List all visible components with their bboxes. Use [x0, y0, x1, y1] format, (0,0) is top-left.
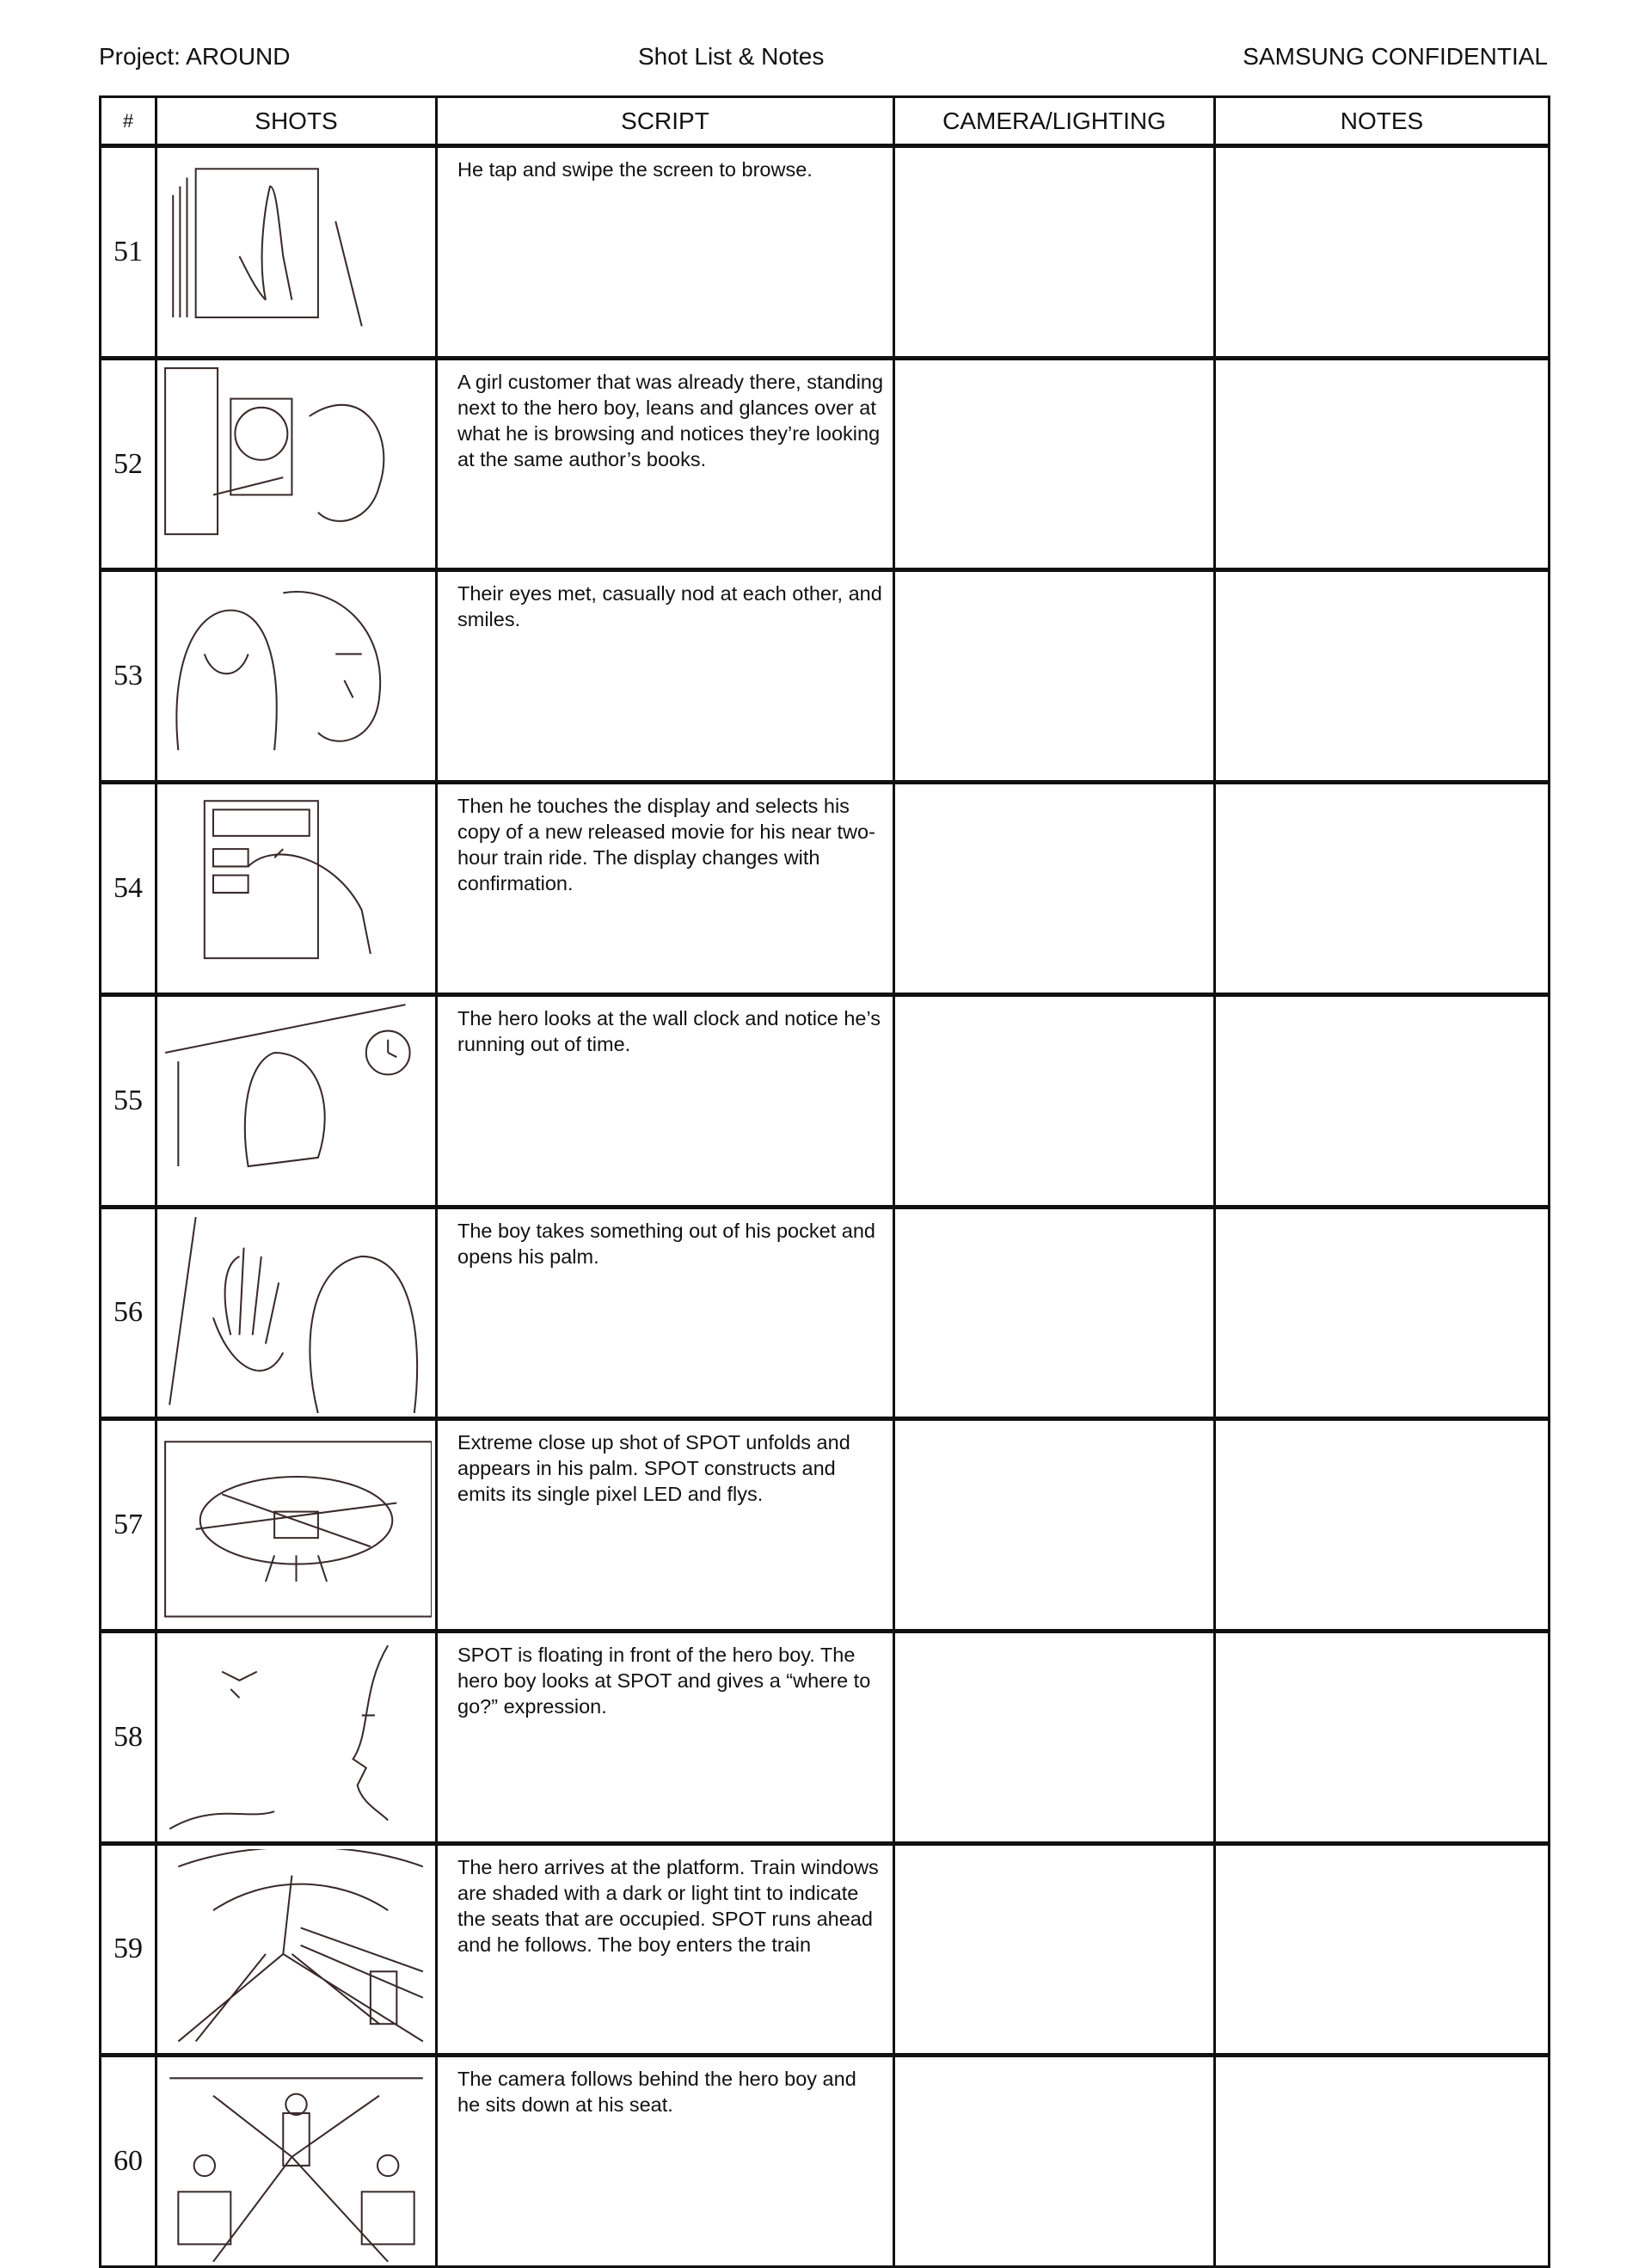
script-cell: Then he touches the display and selects his copy of a new released movie for his near two-hour train ride. The display changes with confirmation.: [437, 783, 894, 995]
notes-cell[interactable]: [1215, 994, 1550, 1207]
shot-sketch: [157, 2056, 437, 2267]
storyboard-sketch-image: [161, 1213, 432, 1414]
shot-number: 57: [101, 1419, 157, 1632]
storyboard-sketch-image: [161, 364, 432, 565]
shot-sketch: [157, 1207, 437, 1419]
script-cell: Extreme close up shot of SPOT unfolds and appears in his palm. SPOT constructs and emits its single pixel LED and flys.: [437, 1419, 894, 1632]
storyboard-sketch-image: [161, 2061, 432, 2262]
shot-number: 59: [101, 1843, 157, 2056]
column-header-camera-lighting: CAMERA/LIGHTING: [894, 97, 1215, 146]
table-row: [101, 2056, 1550, 2267]
storyboard-sketch-image: [161, 151, 432, 353]
table-row: [101, 1843, 1550, 2056]
table-row: [101, 358, 1550, 570]
notes-cell[interactable]: [1215, 358, 1550, 570]
notes-cell[interactable]: [1215, 146, 1550, 359]
shot-sketch: [157, 783, 437, 995]
table-row: [101, 783, 1550, 995]
script-cell: The hero looks at the wall clock and notice he’s running out of time.: [437, 994, 894, 1207]
storyboard-sketch-image: [161, 1849, 432, 2050]
storyboard-sketch-image: [161, 575, 432, 777]
table-row: [101, 570, 1550, 783]
storyboard-sketch-image: [161, 1424, 432, 1626]
column-header-script: SCRIPT: [437, 97, 894, 146]
project-label: Project: AROUND: [99, 43, 291, 70]
script-cell: The hero arrives at the platform. Train windows are shaded with a dark or light tint to indicate the seats that are occupied. SPOT runs ahead and he follows. The boy enters the train: [437, 1843, 894, 2056]
shot-number: 58: [101, 1631, 157, 1843]
camera-lighting-cell[interactable]: [894, 358, 1215, 570]
shot-number: 54: [101, 783, 157, 995]
script-cell: SPOT is floating in front of the hero boy. The hero boy looks at SPOT and gives a “where to go?” expression.: [437, 1631, 894, 1843]
shot-number: 56: [101, 1207, 157, 1419]
camera-lighting-cell[interactable]: [894, 1419, 1215, 1632]
column-header-notes: NOTES: [1215, 97, 1550, 146]
table-row: [101, 1631, 1550, 1843]
shot-sketch: [157, 358, 437, 570]
camera-lighting-cell[interactable]: [894, 1843, 1215, 2056]
table-row: [101, 1419, 1550, 1632]
shot-number: 53: [101, 570, 157, 783]
table-row: [101, 994, 1550, 1207]
shot-sketch: [157, 570, 437, 783]
shot-sketch: [157, 1631, 437, 1843]
script-cell: The camera follows behind the hero boy and he sits down at his seat.: [437, 2056, 894, 2267]
notes-cell[interactable]: [1215, 570, 1550, 783]
notes-cell[interactable]: [1215, 1207, 1550, 1419]
camera-lighting-cell[interactable]: [894, 994, 1215, 1207]
confidential-label: SAMSUNG CONFIDENTIAL: [1243, 43, 1548, 70]
notes-cell[interactable]: [1215, 2056, 1550, 2267]
shot-sketch: [157, 146, 437, 359]
shot-number: 60: [101, 2056, 157, 2267]
script-cell: Their eyes met, casually nod at each other, and smiles.: [437, 570, 894, 783]
storyboard-sketch-image: [161, 788, 432, 989]
camera-lighting-cell[interactable]: [894, 1631, 1215, 1843]
shot-sketch: [157, 1419, 437, 1632]
notes-cell[interactable]: [1215, 1631, 1550, 1843]
table-row: [101, 1207, 1550, 1419]
shot-sketch: [157, 994, 437, 1207]
camera-lighting-cell[interactable]: [894, 783, 1215, 995]
camera-lighting-cell[interactable]: [894, 570, 1215, 783]
column-header-shots: SHOTS: [157, 97, 437, 146]
script-cell: The boy takes something out of his pocket and opens his palm.: [437, 1207, 894, 1419]
shot-number: 51: [101, 146, 157, 359]
shot-list-table: [99, 95, 1550, 2268]
script-cell: A girl customer that was already there, standing next to the hero boy, leans and glances over at what he is browsing and notices they’re looking at the same author’s books.: [437, 358, 894, 570]
script-cell: He tap and swipe the screen to browse.: [437, 146, 894, 359]
notes-cell[interactable]: [1215, 783, 1550, 995]
notes-cell[interactable]: [1215, 1843, 1550, 2056]
shot-number: 55: [101, 994, 157, 1207]
storyboard-sketch-image: [161, 1000, 432, 1202]
shot-sketch: [157, 1843, 437, 2056]
camera-lighting-cell[interactable]: [894, 1207, 1215, 1419]
shot-number: 52: [101, 358, 157, 570]
table-header-row: [101, 97, 1550, 146]
table-row: [101, 146, 1550, 359]
camera-lighting-cell[interactable]: [894, 146, 1215, 359]
camera-lighting-cell[interactable]: [894, 2056, 1215, 2267]
document-title: Shot List & Notes: [638, 43, 825, 70]
notes-cell[interactable]: [1215, 1419, 1550, 1632]
column-header-number: #: [101, 97, 157, 146]
storyboard-sketch-image: [161, 1637, 432, 1838]
